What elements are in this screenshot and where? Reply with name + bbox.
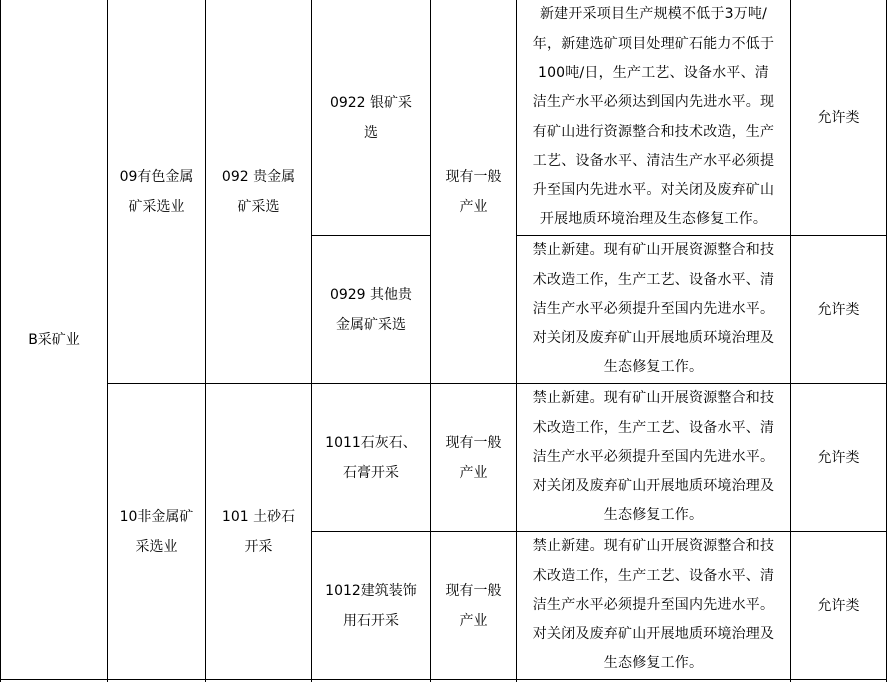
table-row-code-cell xyxy=(312,0,430,235)
permission-label: 允许类 xyxy=(817,109,860,126)
requirement-text: 禁止新建。现有矿山开展资源整合和技 术改造工作，生产工艺、设备水平、清 洁生产水平必须提升至国内先进水平。 对关闭及废弃矿山开展地质环境治理及 生态修复工作。 xyxy=(532,538,775,672)
grid-line xyxy=(0,679,886,680)
industry-type: 现有一般 产业 xyxy=(445,582,502,629)
grid-line xyxy=(886,0,887,682)
permission-cell xyxy=(791,236,886,383)
industry-type: 现有一般 产业 xyxy=(445,168,502,215)
industry-type-cell xyxy=(431,532,516,679)
requirement-text: 禁止新建。现有矿山开展资源整合和技 术改造工作，生产工艺、设备水平、清 洁生产水平必须提升至国内先进水平。 对关闭及废弃矿山开展地质环境治理及 生态修复工作。 xyxy=(532,390,775,524)
major-class-cell xyxy=(206,0,311,383)
permission-label: 允许类 xyxy=(817,301,860,318)
permission-cell xyxy=(791,0,886,235)
industry-code: 0929 其他贵 金属矿采选 xyxy=(329,286,413,333)
requirement-cell xyxy=(517,0,790,235)
permission-label: 允许类 xyxy=(817,597,860,614)
industry-type-cell xyxy=(431,384,516,531)
major-class-cell xyxy=(206,384,311,679)
division-label: 09有色金属 矿采选业 xyxy=(119,168,194,215)
requirement-cell xyxy=(517,236,790,383)
industry-type-cell xyxy=(431,0,516,383)
requirement-cell xyxy=(517,384,790,531)
division-cell xyxy=(108,0,205,383)
permission-cell xyxy=(791,532,886,679)
division-cell xyxy=(108,384,205,679)
table-row-code-cell xyxy=(312,532,430,679)
industry-code: 0922 银矿采 选 xyxy=(329,94,413,141)
division-label: 10非金属矿 采选业 xyxy=(119,508,194,555)
requirement-text: 禁止新建。现有矿山开展资源整合和技 术改造工作，生产工艺、设备水平、清 洁生产水平必须提升至国内先进水平。 对关闭及废弃矿山开展地质环境治理及 生态修复工作。 xyxy=(532,242,775,376)
permission-cell xyxy=(791,384,886,531)
industry-code: 1011石灰石、 石膏开采 xyxy=(325,434,417,481)
industry-code: 1012建筑装饰 用石开采 xyxy=(325,582,417,629)
major-class-label: 101 土砂石 开采 xyxy=(221,508,296,555)
requirement-text: 新建开采项目生产规模不低于3万吨/ 年，新建选矿项目处理矿石能力不低于 100吨/日，生产工艺、设备水平、清 洁生产水平必须达到国内先进水平。现 有矿山进行资源整合和技术改造，生产 工艺、设备水平、清洁生产水平必须提 升至国内先进水平。对关闭及废弃矿山 开展地质环境治理及生态修复工作。 xyxy=(532,6,775,228)
requirement-cell xyxy=(517,532,790,679)
industry-type: 现有一般 产业 xyxy=(445,434,502,481)
table-row-code-cell xyxy=(312,384,430,531)
permission-label: 允许类 xyxy=(817,449,860,466)
category-label: B采矿业 xyxy=(28,331,80,348)
table-row-code-cell xyxy=(312,236,430,383)
major-class-label: 092 贵金属 矿采选 xyxy=(221,168,296,215)
category-cell xyxy=(1,0,107,679)
